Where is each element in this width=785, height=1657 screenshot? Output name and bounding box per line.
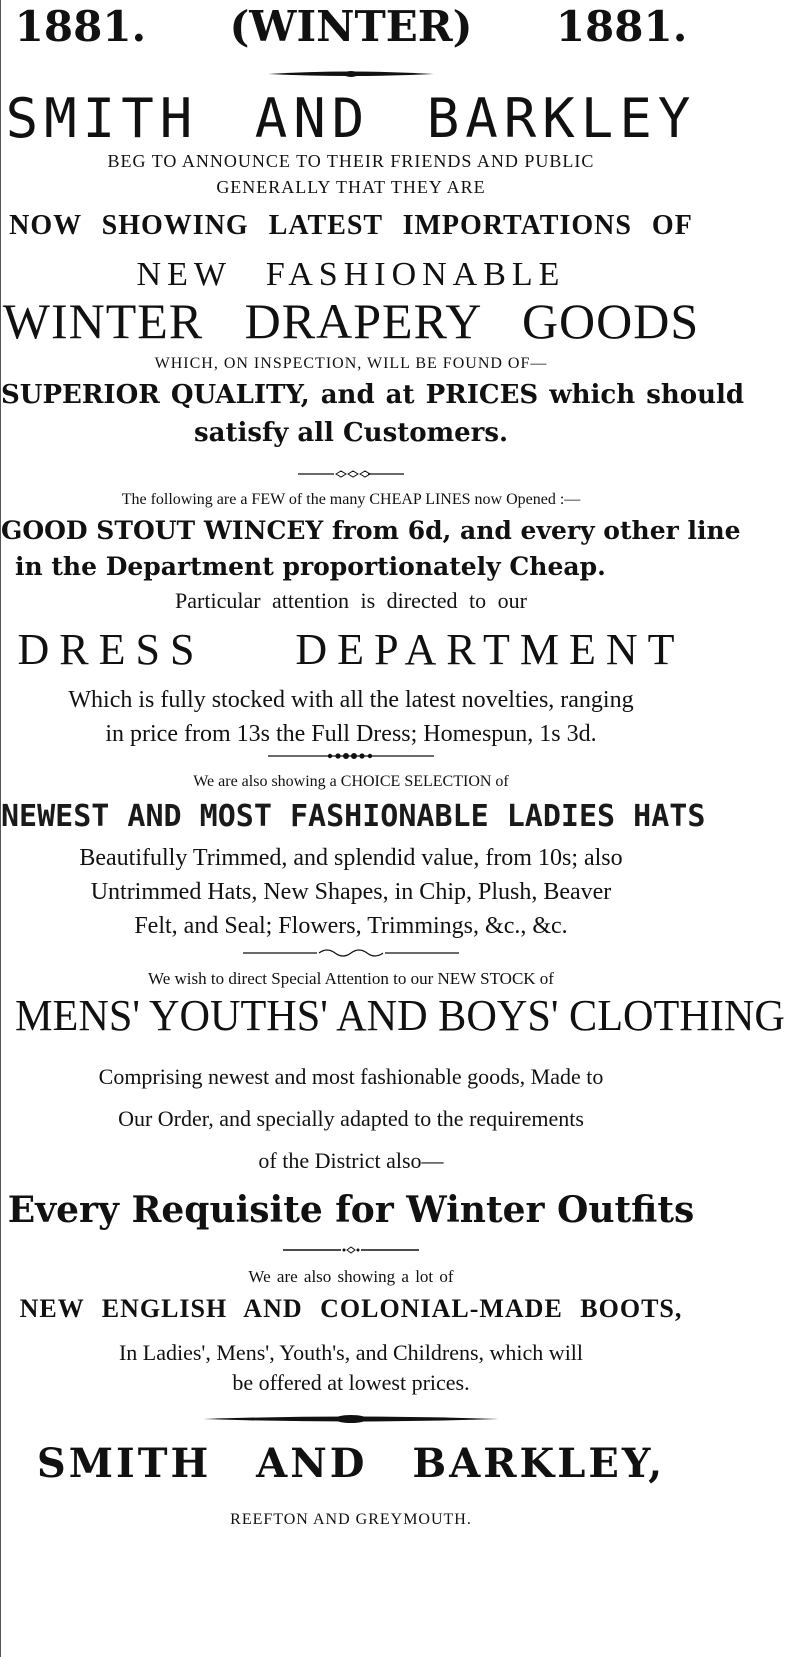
now-showing-line: NOW SHOWING LATEST IMPORTATIONS OF <box>9 210 693 241</box>
intro-line-1: BEG TO ANNOUNCE TO THEIR FRIENDS AND PUBLIC <box>107 151 595 171</box>
firm-title: SMITH AND BARKLEY <box>5 87 697 150</box>
clothing-line-3: of the District also— <box>258 1148 444 1173</box>
inspection-line: WHICH, ON INSPECTION, WILL BE FOUND OF— <box>154 355 548 372</box>
ladies-hats-heading: NEWEST AND MOST FASHIONABLE LADIES HATS <box>1 799 706 834</box>
wincey-line-1: GOOD STOUT WINCEY from 6d, and every other line <box>1 516 741 545</box>
year-left: 1881. <box>14 2 147 51</box>
special-attention-line: We wish to direct Special Attention to our NEW STOCK of <box>148 969 554 988</box>
choice-selection-line: We are also showing a CHOICE SELECTION of <box>193 773 509 790</box>
quality-line-2: satisfy all Customers. <box>193 418 509 448</box>
intro-line-2: GENERALLY THAT THEY ARE <box>216 177 486 197</box>
ornamental-rule <box>1 1244 701 1260</box>
dress-department-heading: DRESS DEPARTMENT <box>17 625 685 674</box>
wincey-line-2: in the Department proportionately Cheap. <box>15 552 606 581</box>
winter-drapery-heading: WINTER DRAPERY GOODS <box>2 293 700 349</box>
boots-intro-line: We are also showing a lot of <box>248 1267 454 1286</box>
season-label: (WINTER) <box>229 2 473 51</box>
locations-line: REEFTON AND GREYMOUTH. <box>230 1511 472 1528</box>
hats-line-3: Felt, and Seal; Flowers, Trimmings, &c., &c. <box>134 913 568 939</box>
attention-line: Particular attention is directed to our <box>175 588 527 613</box>
boots-line-1: In Ladies', Mens', Youth's, and Childrens, which will <box>118 1340 584 1365</box>
stocked-line-1: Which is fully stocked with all the latest novelties, ranging <box>68 687 634 713</box>
quality-line-1: SUPERIOR QUALITY, and at PRICES which should <box>1 380 745 410</box>
hats-line-1: Beautifully Trimmed, and splendid value, from 10s; also <box>79 845 623 871</box>
year-right: 1881. <box>555 2 688 51</box>
boots-line-2: be offered at lowest prices. <box>232 1370 470 1395</box>
clothing-heading: MENS' YOUTHS' AND BOYS' CLOTHING <box>15 991 785 1040</box>
ornamental-rule <box>1 946 701 962</box>
ornamental-rule <box>1 468 701 484</box>
boots-heading: NEW ENGLISH AND COLONIAL-MADE BOOTS, <box>19 1294 683 1323</box>
new-fashionable-line: NEW FASHIONABLE <box>136 256 566 293</box>
ornamental-rule <box>1 68 701 84</box>
header-line <box>1 2 701 51</box>
hats-line-2: Untrimmed Hats, New Shapes, in Chip, Plush, Beaver <box>90 879 612 905</box>
cheap-lines-intro: The following are a FEW of the many CHEAP LINES now Opened :— <box>121 491 581 508</box>
clothing-line-2: Our Order, and specially adapted to the requirements <box>118 1106 584 1131</box>
clothing-line-1: Comprising newest and most fashionable goods, Made to <box>98 1064 604 1089</box>
requisite-heading: Every Requisite for Winter Outfits <box>7 1189 695 1231</box>
ornamental-rule <box>1 750 701 766</box>
firm-signature: SMITH AND BARKLEY, <box>36 1440 666 1487</box>
ornamental-rule <box>1 1412 701 1428</box>
stocked-line-2: in price from 13s the Full Dress; Homespun, 1s 3d. <box>105 721 597 747</box>
